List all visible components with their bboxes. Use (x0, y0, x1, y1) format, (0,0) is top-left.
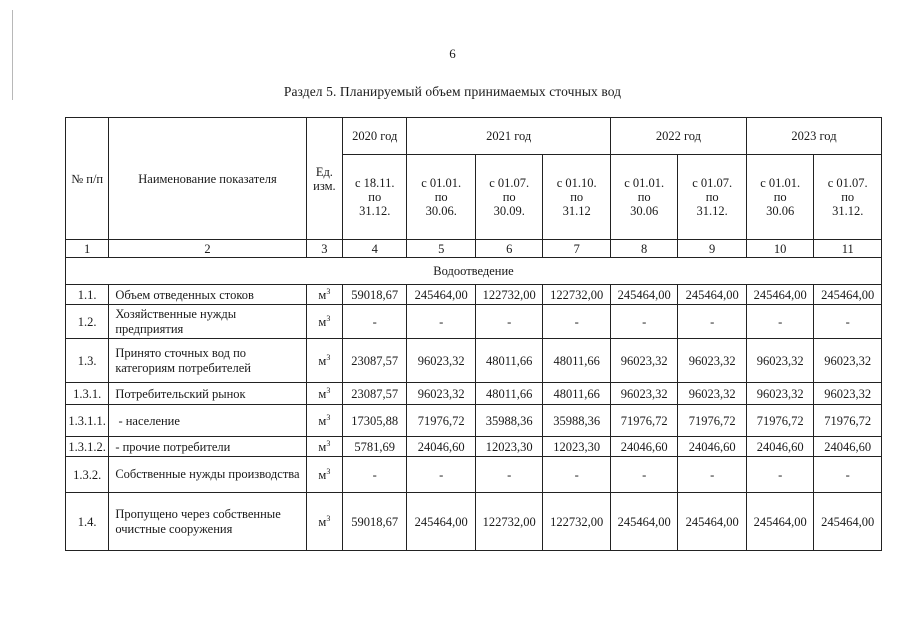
value-cell: 96023,32 (814, 339, 882, 383)
value-cell: 35988,36 (475, 405, 542, 437)
value-cell: - (610, 457, 677, 493)
value-cell: 122732,00 (475, 493, 542, 551)
row-unit (306, 305, 342, 339)
column-index-cell: 3 (306, 240, 342, 258)
header-year-2022: 2022 год (610, 118, 746, 155)
value-cell: 96023,32 (746, 383, 813, 405)
unit-exponent: 3 (326, 313, 331, 323)
header-name-label: Наименование показателя (138, 171, 277, 186)
value-cell: - (610, 305, 677, 339)
value-cell: - (543, 457, 610, 493)
header-period-8 (814, 155, 882, 240)
row-unit (306, 437, 342, 457)
column-index-cell: 1 (66, 240, 109, 258)
value-cell: 96023,32 (746, 339, 813, 383)
column-index-cell: 10 (746, 240, 813, 258)
row-name: - прочие потребители (109, 437, 306, 457)
header-period-line: с 01.07. (489, 176, 530, 190)
header-period-1 (343, 155, 407, 240)
unit-base: м (318, 353, 327, 368)
value-cell: 96023,32 (678, 383, 747, 405)
value-cell: 245464,00 (678, 493, 747, 551)
column-index-cell: 4 (343, 240, 407, 258)
row-number: 1.3.1.2. (66, 437, 109, 457)
value-cell: 122732,00 (475, 285, 542, 305)
header-period-5 (610, 155, 677, 240)
row-number: 1.3.1. (66, 383, 109, 405)
row-name: Объем отведенных стоков (109, 285, 306, 305)
value-cell: 245464,00 (814, 285, 882, 305)
page-number: 6 (449, 46, 456, 61)
wastewater-volume-table (65, 117, 882, 551)
unit-exponent: 3 (326, 352, 331, 362)
value-cell: 245464,00 (746, 493, 813, 551)
header-period-line: с 01.10. (556, 176, 597, 190)
value-cell: 48011,66 (475, 339, 542, 383)
column-index-cell: 6 (475, 240, 542, 258)
value-cell: 245464,00 (610, 285, 677, 305)
unit-exponent: 3 (326, 438, 331, 448)
value-cell: 59018,67 (343, 285, 407, 305)
value-cell: 96023,32 (610, 339, 677, 383)
column-index-cell: 5 (407, 240, 476, 258)
value-cell: 48011,66 (543, 383, 610, 405)
unit-base: м (318, 439, 327, 454)
header-period-line: по (637, 190, 651, 204)
table-row (66, 339, 882, 383)
value-cell: 245464,00 (746, 285, 813, 305)
value-cell: 71976,72 (678, 405, 747, 437)
row-unit (306, 339, 342, 383)
value-cell: 5781,69 (343, 437, 407, 457)
header-year-2021: 2021 год (407, 118, 610, 155)
row-number: 1.2. (66, 305, 109, 339)
value-cell: 245464,00 (407, 493, 476, 551)
value-cell: 245464,00 (407, 285, 476, 305)
header-period-line: 31.12 (562, 204, 591, 218)
header-period-line: 31.12. (359, 204, 391, 218)
value-cell: - (814, 305, 882, 339)
value-cell: 245464,00 (678, 285, 747, 305)
row-number: 1.3.2. (66, 457, 109, 493)
row-unit (306, 383, 342, 405)
unit-exponent: 3 (326, 466, 331, 476)
column-index-cell: 2 (109, 240, 306, 258)
value-cell: 35988,36 (543, 405, 610, 437)
value-cell: 245464,00 (610, 493, 677, 551)
unit-exponent: 3 (326, 412, 331, 422)
unit-base: м (318, 287, 327, 302)
header-name (109, 118, 306, 240)
column-index-cell: 9 (678, 240, 747, 258)
section-label: Водоотведение (66, 258, 882, 285)
value-cell: 71976,72 (814, 405, 882, 437)
header-period-line: по (570, 190, 584, 204)
value-cell: - (407, 457, 476, 493)
header-period-line: с 01.07. (827, 176, 868, 190)
unit-exponent: 3 (326, 513, 331, 523)
table-row (66, 437, 882, 457)
row-name: - население (109, 405, 306, 437)
value-cell: 71976,72 (610, 405, 677, 437)
unit-exponent: 3 (326, 385, 331, 395)
value-cell: 122732,00 (543, 285, 610, 305)
row-unit (306, 493, 342, 551)
value-cell: 23087,57 (343, 339, 407, 383)
section-title: Раздел 5. Планируемый объем принимаемых сточных вод (283, 84, 622, 99)
header-period-line: с 18.11. (355, 176, 395, 190)
value-cell: - (678, 457, 747, 493)
header-year-2023: 2023 год (746, 118, 881, 155)
value-cell: 96023,32 (610, 383, 677, 405)
header-num (66, 118, 109, 240)
header-period-7 (746, 155, 813, 240)
table-row (66, 383, 882, 405)
header-period-line: с 01.01. (760, 176, 801, 190)
value-cell: 24046,60 (407, 437, 476, 457)
value-cell: - (543, 305, 610, 339)
header-unit (306, 118, 342, 240)
value-cell: 24046,60 (746, 437, 813, 457)
row-name: Потребительский рынок (109, 383, 306, 405)
row-name: Принято сточных вод по категориям потребителей (109, 339, 306, 383)
value-cell: - (475, 457, 542, 493)
row-name: Собственные нужды производства (109, 457, 306, 493)
value-cell: 12023,30 (543, 437, 610, 457)
row-unit (306, 405, 342, 437)
value-cell: 48011,66 (543, 339, 610, 383)
row-number: 1.1. (66, 285, 109, 305)
value-cell: 59018,67 (343, 493, 407, 551)
header-period-line: с 01.07. (692, 176, 733, 190)
column-index-cell: 7 (543, 240, 610, 258)
table-row (66, 305, 882, 339)
column-index-row (66, 240, 882, 258)
header-period-line: с 01.01. (624, 176, 665, 190)
column-index-cell: 11 (814, 240, 882, 258)
row-unit (306, 457, 342, 493)
row-number: 1.3.1.1. (66, 405, 109, 437)
value-cell: 71976,72 (407, 405, 476, 437)
header-period-4 (543, 155, 610, 240)
unit-base: м (318, 413, 327, 428)
unit-base: м (318, 314, 327, 329)
header-period-line: по (841, 190, 855, 204)
table-row (66, 285, 882, 305)
value-cell: 245464,00 (814, 493, 882, 551)
table-row (66, 405, 882, 437)
value-cell: - (746, 305, 813, 339)
value-cell: 122732,00 (543, 493, 610, 551)
value-cell: - (343, 305, 407, 339)
section-row (66, 258, 882, 285)
column-index-cell: 8 (610, 240, 677, 258)
header-period-line: 30.06. (425, 204, 457, 218)
unit-base: м (318, 386, 327, 401)
unit-base: м (318, 514, 327, 529)
value-cell: - (678, 305, 747, 339)
header-period-line: 30.06 (766, 204, 795, 218)
header-period-line: с 01.01. (421, 176, 462, 190)
row-number: 1.4. (66, 493, 109, 551)
header-num-label: № п/п (71, 171, 104, 186)
header-period-line: 31.12. (696, 204, 728, 218)
value-cell: 23087,57 (343, 383, 407, 405)
value-cell: 24046,60 (814, 437, 882, 457)
header-year-2020: 2020 год (343, 118, 407, 155)
value-cell: 12023,30 (475, 437, 542, 457)
header-period-line: 30.06 (630, 204, 659, 218)
row-name: Пропущено через собственные очистные сооружения (109, 493, 306, 551)
value-cell: - (343, 457, 407, 493)
header-period-line: по (434, 190, 448, 204)
value-cell: - (814, 457, 882, 493)
value-cell: - (475, 305, 542, 339)
header-period-2 (407, 155, 476, 240)
value-cell: 71976,72 (746, 405, 813, 437)
value-cell: 96023,32 (678, 339, 747, 383)
unit-exponent: 3 (326, 286, 331, 296)
row-name: Хозяйственные нужды предприятия (109, 305, 306, 339)
header-period-line: по (502, 190, 516, 204)
value-cell: 24046,60 (678, 437, 747, 457)
unit-base: м (318, 467, 327, 482)
header-period-line: по (368, 190, 382, 204)
header-period-line: 31.12. (832, 204, 864, 218)
header-period-6 (678, 155, 747, 240)
row-unit (306, 285, 342, 305)
header-period-3 (475, 155, 542, 240)
row-number: 1.3. (66, 339, 109, 383)
value-cell: - (746, 457, 813, 493)
table-row (66, 493, 882, 551)
value-cell: 96023,32 (814, 383, 882, 405)
value-cell: 17305,88 (343, 405, 407, 437)
header-unit-label: Ед. изм. (313, 164, 336, 193)
value-cell: 96023,32 (407, 339, 476, 383)
header-period-line: по (705, 190, 719, 204)
header-period-line: по (773, 190, 787, 204)
value-cell: 24046,60 (610, 437, 677, 457)
header-year-row (66, 118, 882, 155)
value-cell: - (407, 305, 476, 339)
table-row (66, 457, 882, 493)
value-cell: 48011,66 (475, 383, 542, 405)
header-period-line: 30.09. (493, 204, 525, 218)
value-cell: 96023,32 (407, 383, 476, 405)
